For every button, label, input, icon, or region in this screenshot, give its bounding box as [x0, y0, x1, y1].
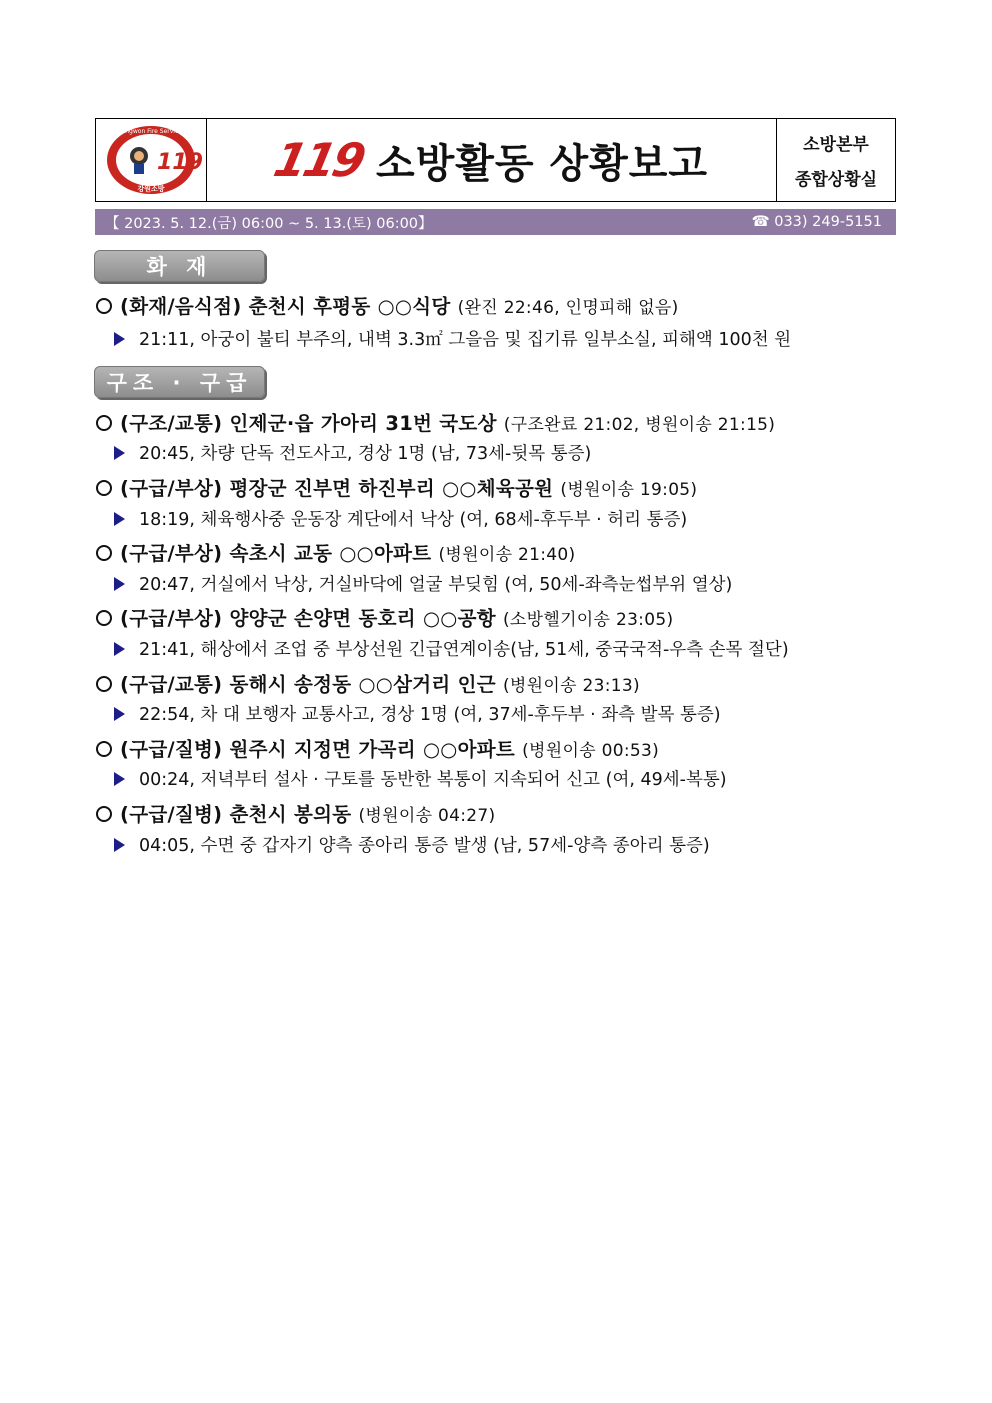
incident-entry	[96, 473, 697, 501]
incident-note: (완진 22:46, 인명피해 없음)	[457, 298, 679, 318]
circle-bullet-icon	[96, 806, 112, 822]
report-period: 【 2023. 5. 12.(금) 06:00 ~ 5. 13.(토) 06:00】	[105, 215, 433, 232]
circle-bullet-icon	[96, 298, 112, 314]
incident-heading: (구급/교통) 동해시 송정동 ○○삼거리 인근 (병원이송 23:13)	[96, 669, 640, 697]
triangle-arrow-icon	[114, 772, 125, 786]
org-line-1: 소방본부	[803, 135, 869, 155]
circle-bullet-icon	[96, 480, 112, 496]
report-period-bar	[95, 209, 896, 235]
svg-text:Gangwon Fire Services: Gangwon Fire Services	[116, 128, 186, 135]
incident-heading: (구급/질병) 원주시 지정면 가곡리 ○○아파트 (병원이송 00:53)	[96, 734, 659, 762]
contact-phone: ☎ 033) 249-5151	[751, 214, 882, 230]
incident-note: (병원이송 21:40)	[438, 545, 576, 565]
incident-detail: 20:45, 차량 단독 전도사고, 경상 1명 (남, 73세-뒷목 통증)	[114, 440, 591, 465]
fire-services-logo-icon	[105, 124, 203, 196]
triangle-arrow-icon	[114, 512, 125, 526]
incident-detail: 22:54, 차 대 보행자 교통사고, 경상 1명 (여, 37세-후두부 · 좌측 발목 통증)	[114, 701, 721, 726]
circle-bullet-icon	[96, 676, 112, 692]
section-badge-rescue-ems: 구조 · 구급	[94, 366, 265, 398]
incident-note: (구조완료 21:02, 병원이송 21:15)	[503, 415, 776, 435]
incident-heading: (구급/질병) 춘천시 봉의동 (병원이송 04:27)	[96, 799, 495, 827]
incident-detail: 04:05, 수면 중 갑자기 양측 종아리 통증 발생 (남, 57세-양측 종아리 통증)	[114, 832, 710, 857]
incident-entry	[96, 669, 640, 697]
circle-bullet-icon	[96, 415, 112, 431]
incident-detail: 18:19, 체육행사중 운동장 계단에서 낙상 (여, 68세-후두부 · 허리 통증)	[114, 506, 687, 531]
section-badge-fire: 화 재	[94, 250, 265, 282]
triangle-arrow-icon	[114, 642, 125, 656]
report-header	[95, 118, 896, 202]
incident-detail: 00:24, 저녁부터 설사 · 구토를 동반한 복통이 지속되어 신고 (여, 49세-복통)	[114, 766, 727, 791]
triangle-arrow-icon	[114, 838, 125, 852]
triangle-arrow-icon	[114, 332, 125, 346]
incident-note: (병원이송 04:27)	[358, 806, 496, 826]
incident-detail: 21:11, 아궁이 불티 부주의, 내벽 3.3㎡ 그을음 및 집기류 일부소실, 피해액 100천 원	[114, 326, 791, 351]
triangle-arrow-icon	[114, 707, 125, 721]
incident-note: (병원이송 00:53)	[522, 741, 660, 761]
incident-detail: 20:47, 거실에서 낙상, 거실바닥에 얼굴 부딪힘 (여, 50세-좌측눈썹부위 열상)	[114, 571, 732, 596]
circle-bullet-icon	[96, 610, 112, 626]
incident-heading: (화재/음식점) 춘천시 후평동 ○○식당 (완진 22:46, 인명피해 없음)	[96, 291, 679, 319]
title-119-number: 119	[269, 133, 368, 187]
incident-entry	[96, 408, 775, 436]
incident-note: (소방헬기이송 23:05)	[502, 610, 674, 630]
org-line-2: 종합상황실	[794, 170, 878, 190]
circle-bullet-icon	[96, 545, 112, 561]
incident-detail: 21:41, 해상에서 조업 중 부상선원 긴급연계이송(남, 51세, 중국국적-우측 손목 절단)	[114, 636, 789, 661]
svg-text:119: 119	[157, 150, 203, 175]
incident-heading: (구급/부상) 속초시 교동 ○○아파트 (병원이송 21:40)	[96, 538, 575, 566]
title-text: 소방활동 상황보고	[375, 140, 709, 187]
incident-entry	[96, 291, 679, 319]
incident-note: (병원이송 23:13)	[502, 676, 640, 696]
triangle-arrow-icon	[114, 446, 125, 460]
incident-entry	[96, 734, 659, 762]
circle-bullet-icon	[96, 741, 112, 757]
incident-entry	[96, 603, 673, 631]
incident-entry	[96, 799, 495, 827]
emblem-logo	[96, 119, 207, 201]
triangle-arrow-icon	[114, 577, 125, 591]
report-title	[207, 119, 776, 201]
svg-text:강원소방: 강원소방	[137, 185, 165, 193]
issuing-organization	[776, 119, 895, 201]
incident-heading: (구조/교통) 인제군·읍 가아리 31번 국도상 (구조완료 21:02, 병원이송 21:15)	[96, 408, 775, 436]
incident-note: (병원이송 19:05)	[560, 480, 698, 500]
incident-heading: (구급/부상) 양양군 손양면 동호리 ○○공항 (소방헬기이송 23:05)	[96, 603, 673, 631]
incident-entry	[96, 538, 575, 566]
incident-heading: (구급/부상) 평장군 진부면 하진부리 ○○체육공원 (병원이송 19:05)	[96, 473, 697, 501]
